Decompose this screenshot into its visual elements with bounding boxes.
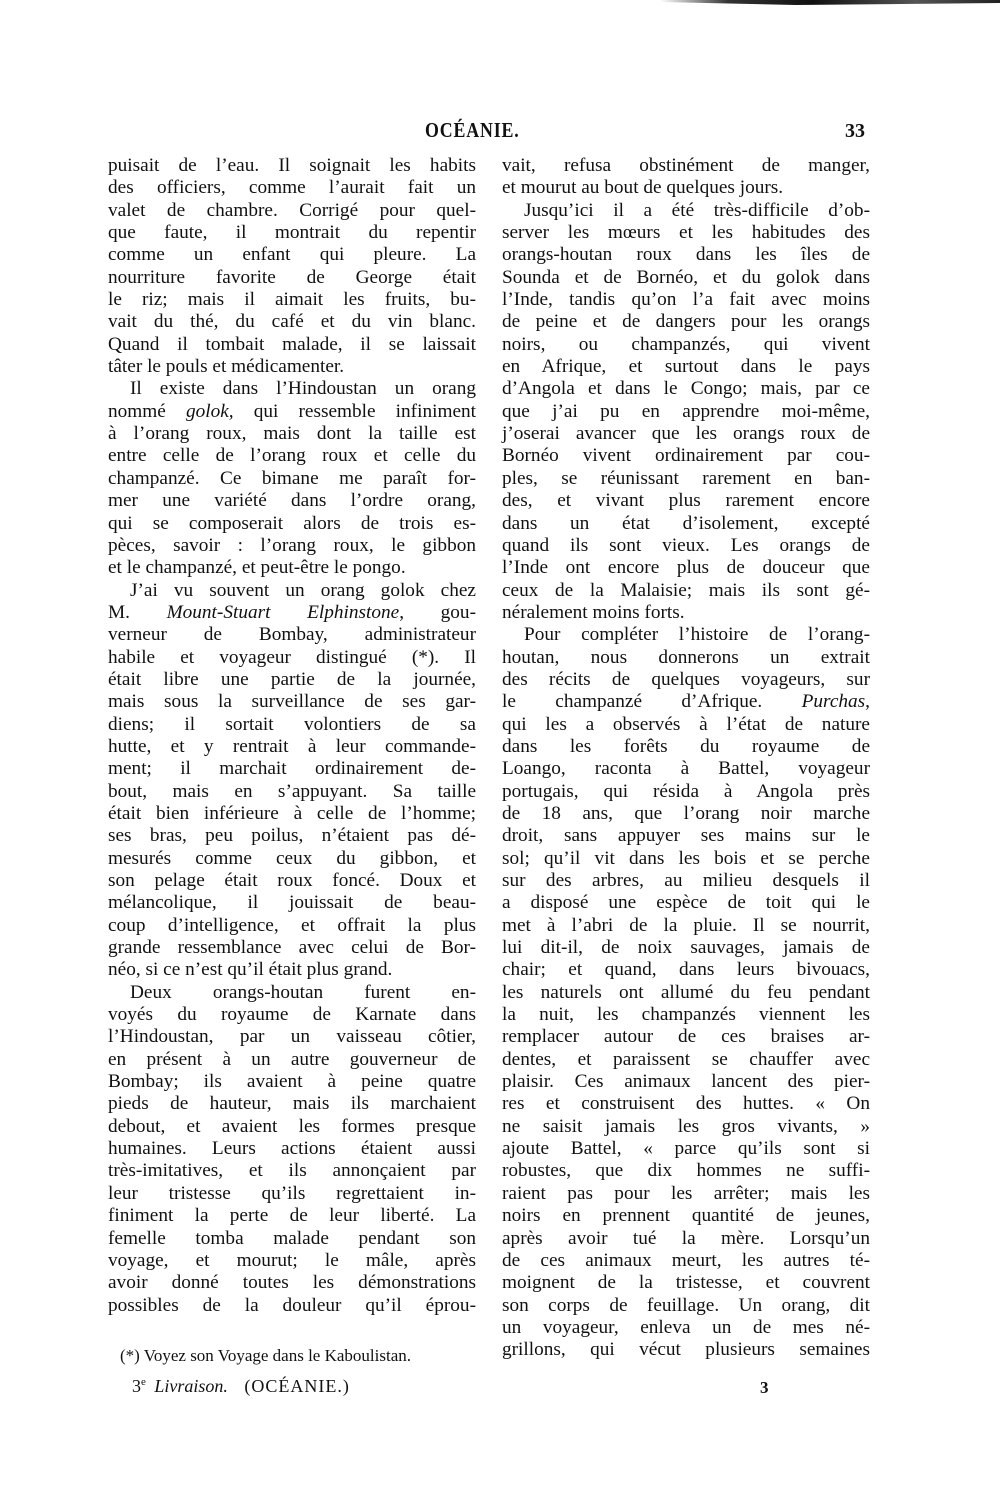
text-line: a disposé une espèce de toit qui le <box>502 892 870 914</box>
text-line: Il existe dans l’Hindoustan un orang <box>130 378 476 400</box>
text-line: coup d’intelligence, et offrait la plus <box>108 914 476 936</box>
text-line: Bombay; ils avaient à peine quatre <box>108 1071 476 1093</box>
page-number: 33 <box>845 120 865 142</box>
text-line <box>108 602 476 624</box>
text-line: moignent de la tristesse, et couvrent <box>502 1272 870 1294</box>
text-segment: nommé <box>108 400 186 422</box>
text-line: possibles de la douleur qu’il éprou- <box>108 1294 476 1316</box>
text-line: que faute, il montrait du repentir <box>108 222 476 244</box>
text-line: Deux orangs-houtan furent en- <box>130 981 476 1003</box>
text-line: pèces, savoir : l’orang roux, le gibbon <box>108 534 476 556</box>
text-line: J’ai vu souvent un orang golok chez <box>130 579 476 601</box>
text-line: et le champanzé, et peut-être le pongo. <box>108 557 406 579</box>
livraison-ordinal: e <box>141 1376 146 1388</box>
livraison-number: 3 <box>132 1376 141 1396</box>
text-line: habile et voyageur distingué (*). Il <box>108 646 476 668</box>
text-line: avoir donné toutes les démonstrations <box>108 1272 476 1294</box>
left-column <box>108 155 476 1317</box>
text-segment: , gou- <box>399 601 476 623</box>
text-line: ses bras, peu poilus, n’étaient pas dé- <box>108 825 476 847</box>
italic-name: Mount-Stuart Elphinstone <box>166 601 400 623</box>
text-line: remplacer autour de ces braises ar- <box>502 1026 870 1048</box>
text-line: ceux de la Malaisie; mais ils sont gé- <box>502 579 870 601</box>
text-line: grande ressemblance avec celui de Bor- <box>108 937 476 959</box>
text-line: l’Inde ont encore plus de douceur que <box>502 557 870 579</box>
italic-name: golok, <box>185 400 234 422</box>
text-line: verneur de Bombay, administrateur <box>108 624 476 646</box>
text-line: sol; qu’il vit dans les bois et se perche <box>502 847 870 869</box>
text-line: ples, se réunissant rarement en ban- <box>502 467 870 489</box>
text-segment: qui ressemble infiniment <box>233 400 477 422</box>
text-segment: M. <box>108 601 167 623</box>
text-line: mesurés comme ceux du gibbon, et <box>108 847 476 869</box>
text-line: tâter le pouls et médicamenter. <box>108 356 345 378</box>
text-line: des officiers, comme l’aurait fait un <box>108 177 476 199</box>
text-line: plaisir. Ces animaux lancent des pier- <box>502 1071 870 1093</box>
text-line: orangs-houtan roux dans les îles de <box>502 244 870 266</box>
text-line: de peine et de dangers pour les orangs <box>502 311 870 333</box>
text-line: humaines. Leurs actions étaient aussi <box>108 1138 476 1160</box>
text-line: droit, sans appuyer ses mains sur le <box>502 825 870 847</box>
text-line: noirs, ou champanzés, qui vivent <box>502 333 870 355</box>
text-line: finiment la perte de leur liberté. La <box>108 1205 476 1227</box>
text-line: valet de chambre. Corrigé pour quel- <box>108 199 476 221</box>
text-line: d’Angola et dans le Congo; mais, par ce <box>502 378 870 400</box>
text-line: j’oserai avancer que les orangs roux de <box>502 423 870 445</box>
text-line: comme un enfant qui pleure. La <box>108 244 476 266</box>
scan-artifact <box>660 0 1000 5</box>
text-line: que j’ai pu en apprendre moi-même, <box>502 400 870 422</box>
text-line: dans les forêts du royaume de <box>502 735 870 757</box>
footnote: (*) Voyez son Voyage dans le Kaboulistan. <box>120 1346 412 1365</box>
text-line: puisait de l’eau. Il soignait les habits <box>108 155 476 176</box>
text-line: qui les a observés à l’état de nature <box>502 713 870 735</box>
text-line: à l’orang roux, mais dont la taille est <box>108 423 476 445</box>
text-line: le riz; mais il aimait les fruits, bu- <box>108 289 476 311</box>
text-line: qui se composerait alors de trois es- <box>108 512 476 534</box>
text-line: sur des arbres, au milieu desquels il <box>502 870 870 891</box>
text-line: leur tristesse qu’ils regrettaient in- <box>108 1182 476 1204</box>
running-head <box>0 118 1000 148</box>
running-title: OCÉANIE. <box>425 118 520 142</box>
text-line: était bien inférieure à celle de l’homme; <box>108 802 476 824</box>
text-line: son pelage était roux foncé. Doux et <box>108 870 476 891</box>
text-line: dentes, et paraissent se chauffer avec <box>502 1048 870 1070</box>
text-line: était libre une partie de la journée, <box>108 668 476 690</box>
text-line: Bornéo vivent ordinairement par cou- <box>502 445 870 467</box>
text-line: l’Hindoustan, par un vaisseau côtier, <box>108 1026 476 1048</box>
text-line: champanzé. Ce bimane me paraît for- <box>108 467 476 489</box>
text-line: Sounda et de Bornéo, et du golok dans <box>502 266 870 288</box>
text-line: néo, si ce n’est qu’il était plus grand. <box>108 959 393 981</box>
text-line: res et construisent des huttes. « On <box>502 1093 870 1115</box>
text-line: en présent à un autre gouverneur de <box>108 1048 476 1070</box>
text-line: néralement moins forts. <box>502 601 685 623</box>
text-line: noirs en prennent quantité de jeunes, <box>502 1205 870 1227</box>
text-line: Jusqu’ici il a été très-difficile d’ob- <box>524 199 870 221</box>
text-line: les naturels ont allumé du feu pendant <box>502 981 870 1003</box>
text-segment: , <box>865 691 870 713</box>
text-line: des, et vivant plus rarement encore <box>502 490 870 512</box>
text-line: après avoir tué la mère. Lorsqu’un <box>502 1227 870 1249</box>
livraison-label: Livraison. <box>154 1376 228 1396</box>
text-line: mais sous la surveillance de ses gar- <box>108 691 476 713</box>
text-line: nourriture favorite de George était <box>108 266 476 288</box>
text-line: vait, refusa obstinément de manger, <box>502 155 870 176</box>
text-line: en Afrique, et surtout dans le pays <box>502 356 870 378</box>
text-line: son corps de feuillage. Un orang, dit <box>502 1294 870 1316</box>
text-line: debout, et avaient les formes presque <box>108 1115 476 1137</box>
text-line: grillons, qui vécut plusieurs semaines <box>502 1339 870 1361</box>
text-line: portugais, qui résida à Angola près <box>502 780 870 802</box>
text-line <box>108 401 476 423</box>
text-line: un voyageur, enleva un de mes né- <box>502 1316 870 1338</box>
text-line: vait du thé, du café et du vin blanc. <box>108 311 476 333</box>
text-line: hutte, et y rentrait à leur commande- <box>108 735 476 757</box>
italic-name: Purchas <box>801 691 866 713</box>
text-line: Loango, raconta à Battel, voyageur <box>502 758 870 780</box>
text-line: Quand il tombait malade, il se laissait <box>108 333 476 355</box>
text-line: houtan, nous donnerons un extrait <box>502 646 870 668</box>
text-line: Pour compléter l’histoire de l’orang- <box>524 624 870 646</box>
livraison-section: (OCÉANIE.) <box>244 1376 350 1396</box>
signature-mark: 3 <box>760 1378 769 1397</box>
text-line: bout, mais en s’appuyant. Sa taille <box>108 780 476 802</box>
livraison-line <box>132 1376 350 1397</box>
text-line: ajoute Battel, « parce qu’ils sont si <box>502 1138 870 1160</box>
text-line: de ces animaux meurt, les autres té- <box>502 1249 870 1271</box>
text-line: voyage, et mourut; le mâle, après <box>108 1249 476 1271</box>
text-line: voyés du royaume de Karnate dans <box>108 1004 476 1026</box>
text-line: et mourut au bout de quelques jours. <box>502 177 784 199</box>
text-line: l’Inde, tandis qu’on l’a fait avec moins <box>502 289 870 311</box>
text-line: mélancolique, il jouissait de beau- <box>108 892 476 914</box>
text-line: lui dit-il, de noix sauvages, jamais de <box>502 937 870 959</box>
text-line: quand ils sont vieux. Les orangs de <box>502 534 870 556</box>
text-line: entre celle de l’orang roux et celle du <box>108 445 476 467</box>
text-line: très-imitatives, et ils annonçaient par <box>108 1160 476 1182</box>
text-line: femelle tomba malade pendant son <box>108 1227 476 1249</box>
text-line: diens; il sortait volontiers de sa <box>108 713 476 735</box>
text-line: mer une variété dans l’ordre orang, <box>108 490 476 512</box>
text-line: la nuit, les champanzés viennent les <box>502 1004 870 1026</box>
text-line: server les mœurs et les habitudes des <box>502 222 870 244</box>
text-line: pieds de hauteur, mais ils marchaient <box>108 1093 476 1115</box>
text-line: raient pas pour les arrêter; mais les <box>502 1182 870 1204</box>
right-column <box>502 155 870 1362</box>
text-line: met à l’abri de la pluie. Il se nourrit, <box>502 914 870 936</box>
text-line: de 18 ans, que l’orang noir marche <box>502 802 870 824</box>
text-line: des récits de quelques voyageurs, sur <box>502 668 870 690</box>
text-line: chair; et quand, dans leurs bivouacs, <box>502 959 870 981</box>
text-line <box>502 691 870 713</box>
text-line: ne saisit jamais les gros vivants, » <box>502 1115 870 1137</box>
text-line: dans un état d’isolement, excepté <box>502 512 870 534</box>
text-line: robustes, que dix hommes ne suffi- <box>502 1160 870 1182</box>
text-segment: le champanzé d’Afrique. <box>502 691 802 713</box>
text-line: ment; il marchait ordinairement de- <box>108 758 476 780</box>
